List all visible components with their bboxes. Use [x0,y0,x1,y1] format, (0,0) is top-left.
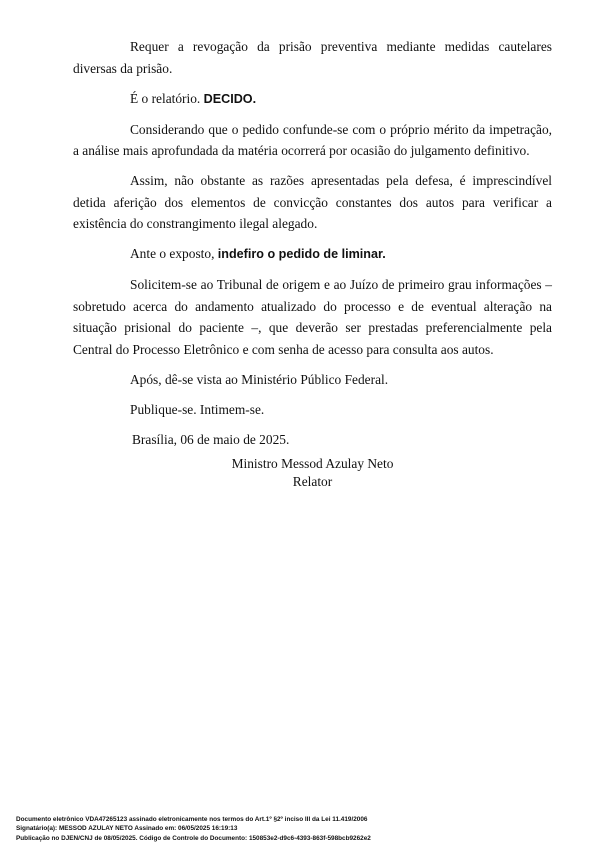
signatory-role: Relator [292,474,333,489]
decision-body [73,36,552,459]
paragraph-considering: Considerando que o pedido confunde-se com o próprio mérito da impetração, a análise mais aprofundada da matéria ocorrerá por ocasião do julgamento definitivo. [73,121,552,158]
electronic-signature-footer [16,815,586,843]
paragraph-ruling [73,243,552,266]
paragraph-publish: Publique-se. Intimem-se. [130,401,265,417]
decido-label: DECIDO. [203,91,257,106]
paragraph-information-request: Solicitem-se ao Tribunal de origem e ao Juízo de primeiro grau informações – sobretudo acerca do andamento atualizado do processo e de eventual alteração na situação prisional do paciente –, que deverão ser prestadas preferencialmente pela Central do Processo Eletrônico e com senha de acesso para consulta aos autos. [73,277,552,357]
signature-block [73,455,552,491]
paragraph-request: Requer a revogação da prisão preventiva mediante medidas cautelares diversas da prisão. [73,39,552,76]
signatory-name: Ministro Messod Azulay Neto [231,456,394,471]
footer-line-signatory: Signatário(a): MESSOD AZULAY NETO Assinado em: 06/05/2025 16:19:13 [16,825,238,833]
paragraph-reasoning: Assim, não obstante as razões apresentadas pela defesa, é imprescindível detida aferição dos elementos de convicção constantes dos autos para verificar a existência do constrangimento ilegal alegado. [73,173,552,231]
ruling-intro: Ante o exposto, [130,246,218,261]
report-text: É o relatório. [130,90,204,106]
footer-line-publication: Publicação no DJEN/CNJ de 08/05/2025. Código de Controle do Documento: 150853e2-d9c6-4393-863f-598bcb9262e2 [16,834,371,842]
document-date: Brasília, 06 de maio de 2025. [132,431,290,447]
ruling-decision: indefiro o pedido de liminar. [217,247,386,261]
footer-line-document: Documento eletrônico VDA47265123 assinado eletronicamente nos termos do Art.1º §2º inciso III da Lei 11.419/2006 [16,816,368,823]
paragraph-ministerio: Após, dê-se vista ao Ministério Público Federal. [130,371,389,387]
paragraph-report [73,88,552,111]
